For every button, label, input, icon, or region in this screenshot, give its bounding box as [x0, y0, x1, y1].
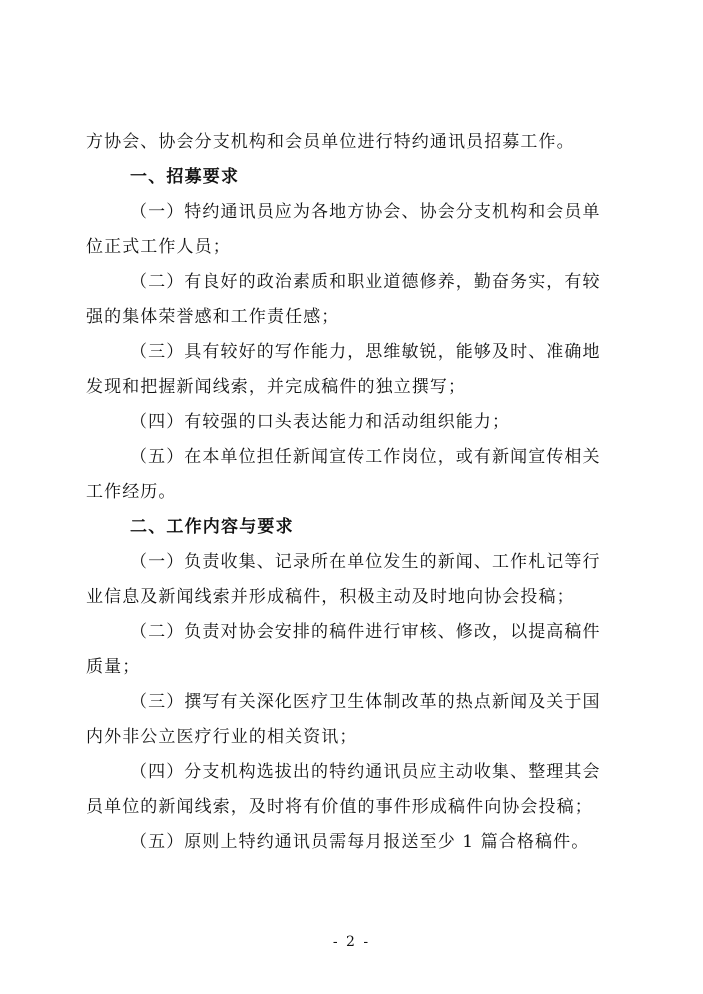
- section-heading-work-content: 二、工作内容与要求: [130, 517, 294, 537]
- paragraph-line: 质量；: [86, 657, 141, 677]
- paragraph-line: 发现和把握新闻线索，并完成稿件的独立撰写；: [86, 377, 467, 397]
- paragraph-line: 员单位的新闻线索，及时将有价值的事件形成稿件向协会投稿；: [86, 797, 593, 817]
- paragraph-line: （三）具有较好的写作能力，思维敏锐，能够及时、准确地: [130, 342, 601, 362]
- paragraph-line: 内外非公立医疗行业的相关资讯；: [86, 727, 358, 747]
- paragraph-line: （二）负责对协会安排的稿件进行审核、修改，以提高稿件: [130, 622, 601, 642]
- paragraph-line: 强的集体荣誉感和工作责任感；: [86, 307, 340, 327]
- paragraph-line: 业信息及新闻线索并形成稿件，积极主动及时地向协会投稿；: [86, 587, 575, 607]
- paragraph-line: 工作经历。: [86, 482, 177, 502]
- paragraph-line: （一）负责收集、记录所在单位发生的新闻、工作札记等行: [130, 552, 601, 572]
- paragraph-line: 位正式工作人员；: [86, 237, 231, 257]
- paragraph-line: （三）撰写有关深化医疗卫生体制改革的热点新闻及关于国: [130, 692, 601, 712]
- paragraph-line: （四）分支机构选拔出的特约通讯员应主动收集、整理其会: [130, 762, 601, 782]
- page-number: - 2 -: [332, 934, 371, 950]
- paragraph-line: （四）有较强的口头表达能力和活动组织能力；: [130, 412, 511, 432]
- paragraph-line: （一）特约通讯员应为各地方协会、协会分支机构和会员单: [130, 202, 601, 222]
- paragraph-line: （二）有良好的政治素质和职业道德修养，勤奋务实，有较: [130, 272, 601, 292]
- paragraph-line: 方协会、协会分支机构和会员单位进行特约通讯员招募工作。: [86, 132, 575, 152]
- paragraph-line: （五）在本单位担任新闻宣传工作岗位，或有新闻宣传相关: [130, 447, 601, 467]
- section-heading-recruitment: 一、招募要求: [130, 167, 240, 187]
- paragraph-line: （五）原则上特约通讯员需每月报送至少 1 篇合格稿件。: [130, 832, 590, 852]
